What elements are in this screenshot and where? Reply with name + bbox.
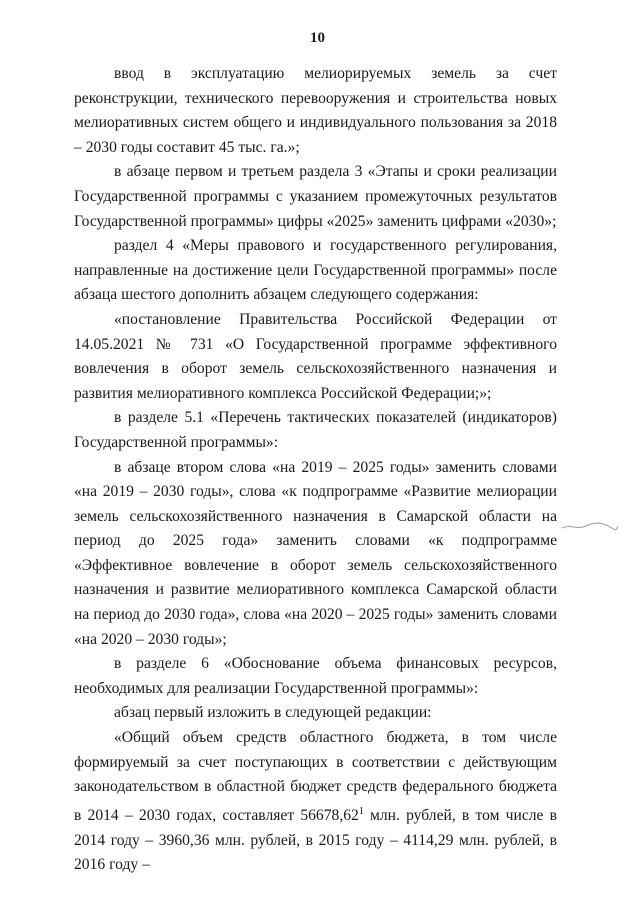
paragraph-commissioning: ввод в эксплуатацию мелиорируемых земель за счет реконструкции, технического перевооружения и строительства новых мелиоративных систем общего и индивидуального пользования за 2018 – 2030 годы составит 45 тыс. га.»; [74,65,557,156]
paragraph-section-4: раздел 4 «Меры правового и государственного регулирования, направленные на достижение цели Государственной программы» после абзаца шестого дополнить абзацем следующего содержания: [74,237,557,304]
paragraph-budget-total [74,726,557,878]
budget-text-end: млн. рублей, в том числе в 2014 году – 3960,36 млн. рублей, в 2015 году – 4114,29 млн. рублей, в 2016 году – [74,807,557,874]
document-body [74,62,557,878]
page-number: 10 [310,30,325,46]
footnote-marker: 1 [358,805,364,817]
paragraph-section-3: в абзаце первом и третьем раздела 3 «Этапы и сроки реализации Государственной программы с указанием промежуточных результатов Государственной программы» цифры «2025» заменить цифрами «2030»; [74,163,557,230]
paragraph-first-abzac: абзац первый изложить в следующей редакции: [114,704,432,722]
paragraph-decree-quote: «постановление Правительства Российской Федерации от 14.05.2021 № 731 «О Государственной программе эффективного вовлечения в оборот земель сельскохозяйственного назначения и развития мелиоративного комплекса Российской Федерации;»; [74,310,557,402]
paragraph-section-5-1: в разделе 5.1 «Перечень тактических показателей (индикаторов) Государственной программы»: [74,409,557,451]
margin-scribble [560,520,620,532]
paragraph-section-6: в разделе 6 «Обоснование объема финансовых ресурсов, необходимых для реализации Государственной программы»: [74,655,557,697]
paragraph-second-abzac: в абзаце втором слова «на 2019 – 2025 годы» заменить словами «на 2019 – 2030 годы», слова «к подпрограмме «Развитие мелиорации земель сельскохозяйственного назначения в Самарской области на период до 2025 года» заменить словами «к подпрограмме «Эффективное вовлечение в оборот земель сельскохозяйственного назначения и развитие мелиоративного комплекса Самарской области на период до 2030 года», слова «на 2020 – 2025 годы» заменить словами «на 2020 – 2030 годы»; [74,458,557,648]
budget-text-start: «Общий объем средств областного бюджета, в том числе формируемый за счет поступающих в соответствии с действующим законодательством в областной бюджет средств федерального бюджета в 2014 – 2030 годах, составляет 56678,62 [74,729,557,824]
